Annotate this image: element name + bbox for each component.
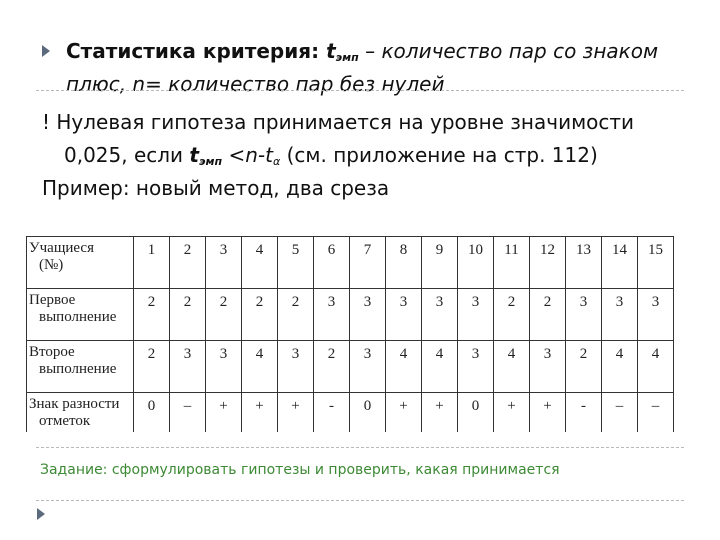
- divider-bottom: [36, 447, 684, 448]
- t-subscript: эмп: [198, 155, 223, 168]
- table-cell: 11: [494, 237, 530, 289]
- table-cell: 9: [422, 237, 458, 289]
- t-symbol: t: [326, 39, 336, 63]
- table-cell: -: [314, 393, 350, 433]
- bold-prefix: Статистика критерия:: [66, 39, 327, 63]
- row-header: [27, 393, 134, 433]
- table-cell: 4: [602, 341, 638, 393]
- text-line-4: [64, 141, 598, 176]
- table-cell: 13: [566, 237, 602, 289]
- line4-mid: <n-t: [222, 143, 273, 167]
- table-cell: 2: [242, 289, 278, 341]
- table-cell: 4: [242, 237, 278, 289]
- table-cell: 0: [134, 393, 170, 433]
- table-cell: 3: [206, 237, 242, 289]
- table-cell: 3: [422, 289, 458, 341]
- text-line-5: Пример: новый метод, два среза: [42, 176, 390, 200]
- table-cell: 2: [566, 341, 602, 393]
- table-cell: 4: [494, 341, 530, 393]
- table-cell: 8: [386, 237, 422, 289]
- table-cell: 10: [458, 237, 494, 289]
- alpha-subscript: α: [272, 155, 281, 168]
- row-header-sublabel: выполнение: [39, 361, 117, 377]
- text-line-1: [66, 37, 658, 72]
- text-line-2: плюс, n= количество пар без нулей: [66, 72, 445, 96]
- table-cell: 2: [206, 289, 242, 341]
- data-table-container: [26, 236, 688, 432]
- row-header-label: Знак разности: [29, 396, 120, 412]
- table-row: [27, 237, 674, 289]
- table-cell: 6: [314, 237, 350, 289]
- table-cell: 3: [350, 289, 386, 341]
- table-cell: 14: [602, 237, 638, 289]
- table-cell: 3: [314, 289, 350, 341]
- table-cell: 3: [206, 341, 242, 393]
- table-cell: –: [170, 393, 206, 433]
- table-cell: 2: [170, 237, 206, 289]
- t-symbol: t: [189, 143, 199, 167]
- table-cell: 2: [134, 289, 170, 341]
- table-row: [27, 341, 674, 393]
- table-cell: 12: [530, 237, 566, 289]
- task-text: Задание: сформулировать гипотезы и проверить, какая принимается: [40, 462, 560, 478]
- table-cell: 3: [530, 341, 566, 393]
- row-header-sublabel: отметок: [39, 413, 91, 429]
- table-cell: 3: [458, 289, 494, 341]
- table-cell: 3: [602, 289, 638, 341]
- bullet-triangle-icon: [37, 508, 45, 520]
- table-cell: 0: [350, 393, 386, 433]
- line4-end: (см. приложение на стр. 112): [280, 143, 598, 167]
- line4-a: 0,025, если: [64, 143, 190, 167]
- bullet-triangle-icon: [42, 45, 50, 57]
- row-header: [27, 341, 134, 393]
- table-cell: 1: [134, 237, 170, 289]
- t-subscript: эмп: [335, 51, 359, 64]
- table-cell: 2: [134, 341, 170, 393]
- row-header-sublabel: выполнение: [39, 309, 117, 325]
- table-cell: 2: [170, 289, 206, 341]
- table-cell: 4: [638, 341, 674, 393]
- table-cell: 4: [242, 341, 278, 393]
- table-cell: 7: [350, 237, 386, 289]
- divider-top: [36, 90, 684, 91]
- table-cell: 3: [278, 341, 314, 393]
- table-cell: 3: [638, 289, 674, 341]
- table-cell: 2: [530, 289, 566, 341]
- row-header-sublabel: (№): [39, 257, 64, 273]
- row-header: [27, 237, 134, 289]
- table-cell: +: [386, 393, 422, 433]
- table-cell: +: [206, 393, 242, 433]
- table-cell: –: [638, 393, 674, 433]
- table-cell: 2: [314, 341, 350, 393]
- table-row: [27, 289, 674, 341]
- row-header-label: Учащиеся: [29, 240, 94, 256]
- table-cell: +: [422, 393, 458, 433]
- table-cell: 3: [170, 341, 206, 393]
- data-table: [26, 236, 674, 432]
- table-cell: -: [566, 393, 602, 433]
- table-cell: 3: [566, 289, 602, 341]
- row-header: [27, 289, 134, 341]
- table-cell: 4: [422, 341, 458, 393]
- table-cell: +: [278, 393, 314, 433]
- table-cell: +: [530, 393, 566, 433]
- table-cell: 0: [458, 393, 494, 433]
- line1-rest: – количество пар со знаком: [358, 39, 659, 63]
- table-cell: 15: [638, 237, 674, 289]
- table-row: [27, 393, 674, 433]
- table-cell: +: [242, 393, 278, 433]
- text-line-3: ! Нулевая гипотеза принимается на уровне значимости: [42, 110, 635, 134]
- table-cell: +: [494, 393, 530, 433]
- table-cell: 3: [386, 289, 422, 341]
- table-cell: 3: [458, 341, 494, 393]
- divider-footer: [36, 500, 684, 501]
- row-header-label: Второе: [29, 344, 75, 360]
- table-cell: 2: [494, 289, 530, 341]
- table-cell: 4: [386, 341, 422, 393]
- row-header-label: Первое: [29, 292, 76, 308]
- table-cell: 2: [278, 289, 314, 341]
- table-cell: –: [602, 393, 638, 433]
- table-cell: 3: [350, 341, 386, 393]
- table-cell: 5: [278, 237, 314, 289]
